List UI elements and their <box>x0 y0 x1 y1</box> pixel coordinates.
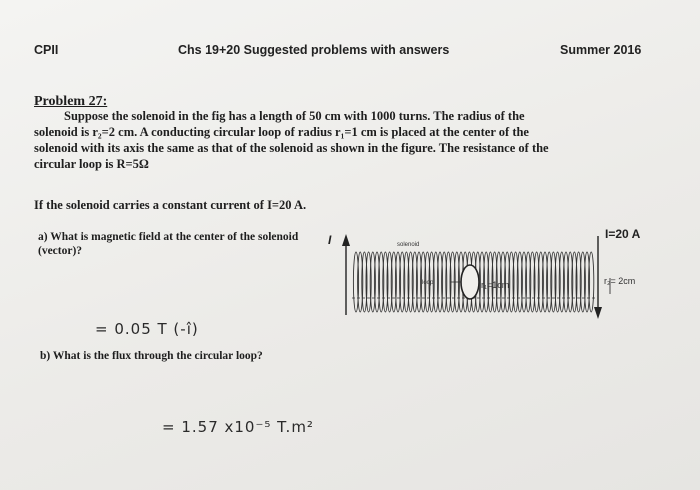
problem-title: Problem 27: <box>34 94 108 109</box>
left-current-label: I <box>328 233 332 247</box>
question-b <box>40 350 263 362</box>
problem-statement <box>34 108 614 172</box>
right-arrow-head <box>594 307 602 319</box>
statement-line-1: Suppose the solenoid in the fig has a length of 50 cm with 1000 turns. The radius of the <box>64 109 525 123</box>
right-current-label: I=20 A <box>605 227 641 241</box>
question-a-text: What is magnetic field at the center of the solenoid (vector)? <box>38 231 299 257</box>
solenoid-label: solenoid <box>397 242 420 248</box>
answer-a-handwritten: = 0.05 T (-î) <box>95 320 199 338</box>
r2-label: r₂= 2cm <box>604 276 636 286</box>
question-a <box>38 230 308 258</box>
answer-b-handwritten: = 1.57 x10⁻⁵ T.m² <box>162 418 314 436</box>
statement-line-3: solenoid with its axis the same as that of the solenoid as shown in the figure. The resistance of the <box>34 141 549 155</box>
question-b-label: b) <box>40 350 51 362</box>
left-arrow-head <box>342 234 350 246</box>
question-b-text: What is the flux through the circular loop? <box>52 350 263 362</box>
circular-loop <box>461 265 479 299</box>
r1-label: r₁=1cm <box>481 280 510 290</box>
question-a-label: a) <box>38 231 48 243</box>
solenoid-figure <box>300 220 690 340</box>
statement-line-2: solenoid is r₂=2 cm. A conducting circular loop of radius r₁=1 cm is placed at the center of the <box>34 125 529 139</box>
term-label: Summer 2016 <box>560 43 642 57</box>
loop-label: loop <box>422 280 434 286</box>
current-statement: If the solenoid carries a constant current of I=20 A. <box>34 198 307 212</box>
document-title: Chs 19+20 Suggested problems with answers <box>178 43 450 57</box>
course-label: CPII <box>34 43 59 57</box>
statement-line-4: circular loop is R=5Ω <box>34 157 149 171</box>
